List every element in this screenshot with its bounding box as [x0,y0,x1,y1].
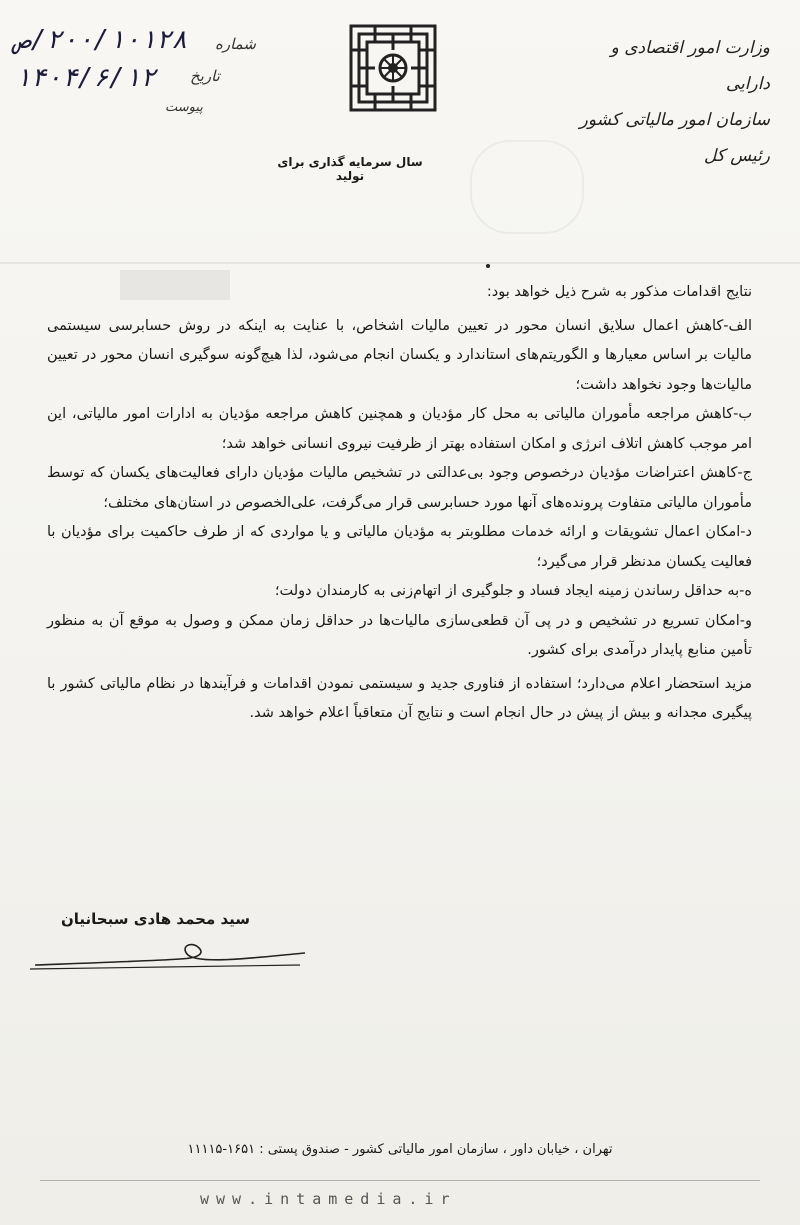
letter-number-value: ۲۰۰/۱۰۱۲۸/ص [15,25,188,55]
letter-date-label: تاریخ [190,67,220,85]
organization-name: سازمان امور مالیاتی کشور [579,110,770,130]
intro-paragraph: نتایج اقدامات مذکور به شرح ذیل خواهد بود: [486,284,752,300]
footer-address: تهران ، خیابان داور ، سازمان امور مالیاتی کشور - صندوق پستی : ۱۶۵۱-۱۱۱۱۵ [187,1142,613,1157]
tax-organization-emblem [345,20,441,116]
closing-paragraph: مزید استحضار اعلام می‌دارد؛ استفاده از فناوری جدید و سیستمی نمودن اقدامات و فرآیندها در نظام مالیاتی کشور با پیگیری مجدانه و بیش از پیش در حال انجام است و نتایج آن متعاقباً اعلام خواهد شد. [47,675,752,721]
letter-metadata [15,25,345,135]
result-item-vav: و-امکان تسریع در تشخیص و در پی آن قطعی‌سازی مالیات‌ها در حداقل زمان ممکن و وصول به موقع آن به منظور تأمین منابع پایدار درآمدی برای کشور. [47,612,752,658]
result-item-alef: الف-کاهش اعمال سلایق انسان محور در تعیین مالیات اشخاص، با عنایت به اینکه در روش حسابرسی سیستمی مالیات بر اساس معیارها و الگوریتم‌های استاندارد و یکسان انجام می‌شود، لذا هیچ‌گونه سوگیری انسان محور در تعیین مالیات‌ها وجود نخواهد داشت؛ [47,317,752,393]
handwritten-signature [30,935,310,980]
signatory-name: سید محمد هادی سبحانیان [60,910,250,928]
letter-body [47,278,752,729]
result-item-be: ب-کاهش مراجعه مأموران مالیاتی به محل کار مؤدیان و همچنین کاهش مراجعه مؤدیان به ادارات امور مالیاتی، این امر موجب کاهش اتلاف انرژی و امکان استفاده بهتر از ظرفیت نیروی انسانی خواهد شد؛ [47,406,752,452]
bleed-through-mark [470,140,584,234]
letter-number-label: شماره [215,35,256,53]
scan-artifact-line [0,262,800,264]
footer-divider [40,1180,760,1181]
attachment-label: پیوست [165,100,203,115]
result-item-jim: ج-کاهش اعتراضات مؤدیان درخصوص وجود بی‌عدالتی در تشخیص مالیات مؤدیان دارای فعالیت‌های یکسان که توسط مأموران مالیاتی متفاوت پرونده‌های آنها مورد حسابرسی قرار می‌گرفت، علی‌الخصوص در استان‌های مختلف؛ [47,465,752,511]
ink-dot [486,264,490,268]
year-slogan: سال سرمایه گذاری برای تولید [277,155,423,183]
position-title: رئیس کل [703,146,770,166]
ministry-name: وزارت امور اقتصادی و دارایی [610,38,770,94]
letter-date-value: ۱۴۰۴/۶/۱۲ [15,63,156,93]
ministry-header [570,30,770,174]
website-watermark: www.intamedia.ir [200,1190,457,1208]
result-item-dal: د-امکان اعمال تشویقات و ارائه خدمات مطلوبتر به مؤدیان مالیاتی و یا مواردی که از طرف حاکمیت برای مؤدیان با فعالیت یکسان مدنظر قرار می‌گیرد؛ [47,524,752,570]
result-item-he: ه-به حداقل رساندن زمینه ایجاد فساد و جلوگیری از اتهام‌زنی به کارمندان دولت؛ [274,583,752,599]
